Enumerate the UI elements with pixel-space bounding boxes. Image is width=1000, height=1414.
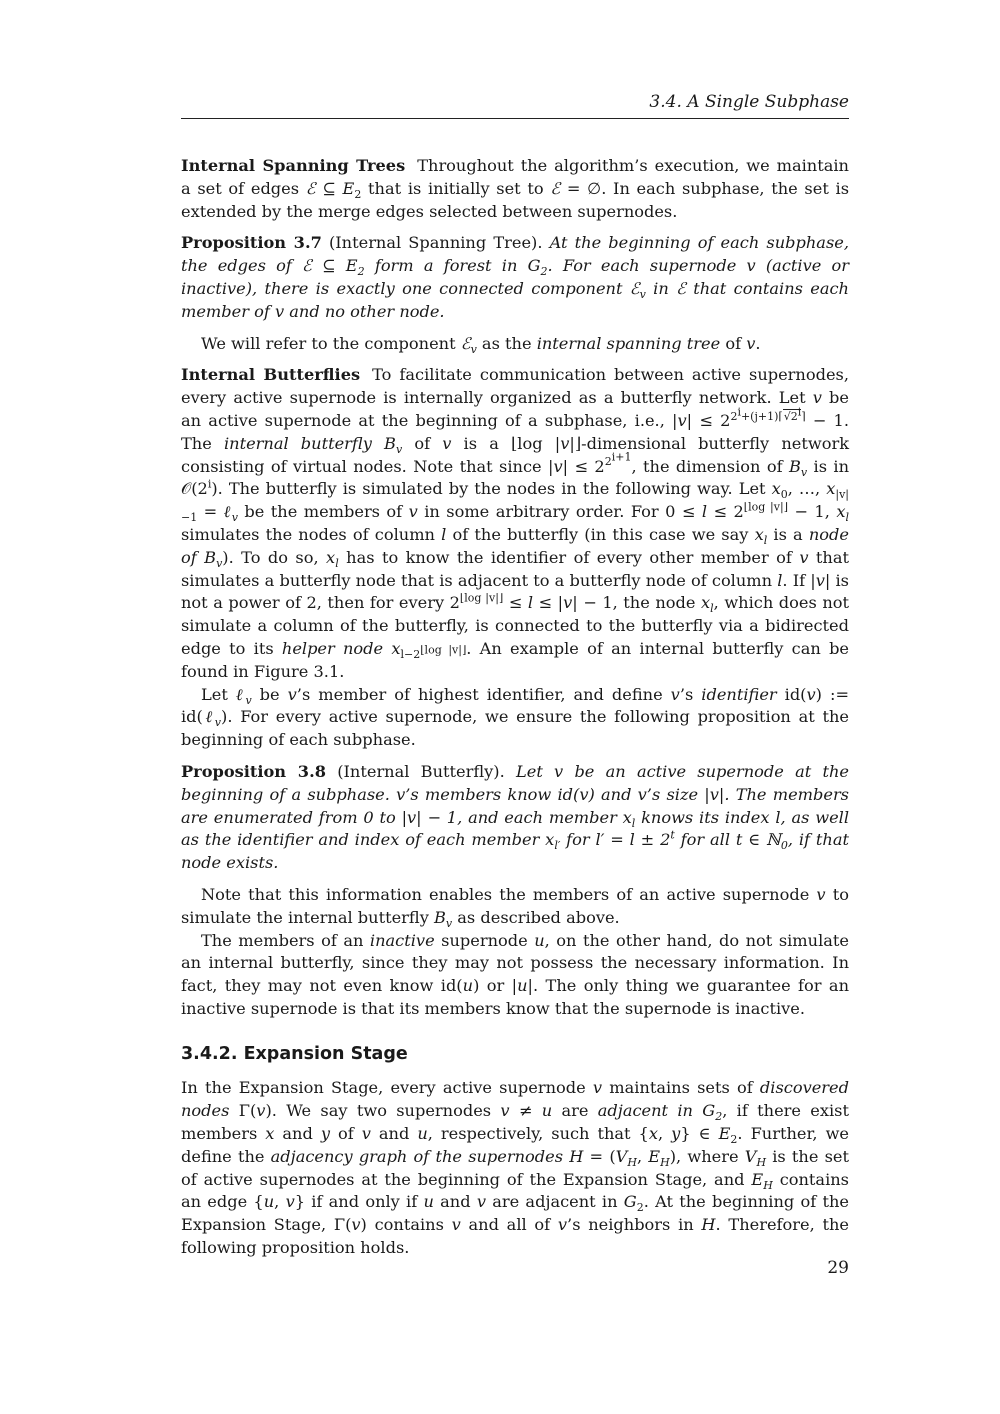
run-in-heading-butterflies: Internal Butterflies <box>181 365 361 385</box>
page-number: 29 <box>827 1258 849 1278</box>
section-heading: 3.4.2. Expansion Stage <box>181 1043 408 1064</box>
paragraph-spanning-trees: Internal Spanning Trees Throughout the algorithm’s execution, we maintain a set of edges ℰ ⊆ $E_2$ that is initially set to ℰ = ∅. In each subphase, the set is extended by the merge edges selected between supernodes. <box>181 156 850 221</box>
proposition-3-8-name: (Internal Butterfly). <box>337 761 505 781</box>
paragraph-note: Note that this information enables the members of an active supernode v to simulate the internal butterfly $B_v$ as described above. <box>181 884 849 930</box>
paragraph-refer: We will refer to the component ℰ$_v$ as the internal spanning tree of v. <box>201 333 761 356</box>
proposition-3-8-label: Proposition 3.8 <box>181 761 326 781</box>
running-head: 3.4. A Single Subphase <box>181 90 849 119</box>
page <box>181 90 849 1260</box>
run-in-heading-spanning: Internal Spanning Trees <box>181 156 406 175</box>
proposition-3-8: Proposition 3.8 (Internal Butterfly). Let v be an active supernode at the beginning of a subphase. v’s members know id(v) and v’s size |v|. The members are enumerated from 0 to |v| − 1, and each member $x_l$ knows its index l, as well as the identifier and index of each member $x_{l'}$ for $l' = l \pm 2^t$ for all t ∈ ℕ$_0$, if that node exists. <box>181 761 850 873</box>
paragraph-expansion: In the Expansion Stage, every active supernode v maintains sets of discovered nodes Γ(v). We say two supernodes v ≠ u are adjacent in $G_2$, if there exist members x and y of v and u, respectively, such that {x, y} ∈ $E_2$. Further, we define the adjacency graph of the supernodes $H = (V_H$, $E_H$), where $V_H$ is the set of active supernodes at the beginning of the Expansion Stage, and $E_H$ contains an edge {u, v} if and only if u and v are adjacent in $G_2$. At the beginning of the Expansion Stage, Γ(v) contains v and all of v’s neighbors in H. Therefore, the following proposition holds. <box>181 1078 850 1258</box>
proposition-3-7-label: Proposition 3.7 <box>181 233 322 253</box>
page-body <box>181 155 849 1260</box>
paragraph-identifier: Let ℓ$_v$ be v’s member of highest identifier, and define v’s identifier id(v) := id(ℓ$_v$). For every active supernode, we ensure the following proposition at the beginning of each subphase. <box>181 684 850 750</box>
paragraph-inactive: The members of an inactive supernode u, on the other hand, do not simulate an internal butterfly, since they may not possess the necessary information. In fact, they may not even know id(u) or |u|. The only thing we guarantee for an inactive supernode is that its members know that the supernode is inactive. <box>181 930 849 1018</box>
proposition-3-7-name: (Internal Spanning Tree). <box>328 233 543 253</box>
paragraph-internal-butterflies: Internal Butterflies To facilitate communication between active supernodes, every active supernode is internally organized as a butterfly network. Let v be an active supernode at the beginning of a subphase, i.e., $|v| \le 2^{2^i+(j+1)⌈√2^i⌉} - 1$. The internal butterfly $B_v$ of v is a ⌊log |v|⌋-dimensional butterfly network consisting of virtual nodes. Note that since $|v| \le 2^{2^{i+1}}$, the dimension of $B_v$ is in 𝒪(2$^i$). The butterfly is simulated by the nodes in the following way. Let $x_0$, …, $x_{|v|-1}$ = ℓ$_v$ be the members of v in some arbitrary order. For $0 \le l \le 2^{⌊log |v|⌋} - 1$, $x_l$ simulates the nodes of column l of the butterfly (in this case we say $x_l$ is a node of $B_v$). To do so, $x_l$ has to know the identifier of every other member of v that simulates a butterfly node that is adjacent to a butterfly node of column l. If |v| is not a power of 2, then for every $2^{⌊log |v|⌋} \le l \le |v| - 1$, the node $x_l$, which does not simulate a column of the butterfly, is connected to the butterfly via a bidirected edge to its helper node $x_{l-2^{⌊log |v|⌋}}$. An example of an internal butterfly can be found in Figure 3.1. <box>181 365 850 681</box>
proposition-3-7: Proposition 3.7 (Internal Spanning Tree). At the beginning of each subphase, the edges of ℰ ⊆ $E_2$ form a forest in $G_2$. For each supernode v (active or inactive), there is exactly one connected component ℰ$_v$ in ℰ that contains each member of v and no other node. <box>181 233 849 321</box>
